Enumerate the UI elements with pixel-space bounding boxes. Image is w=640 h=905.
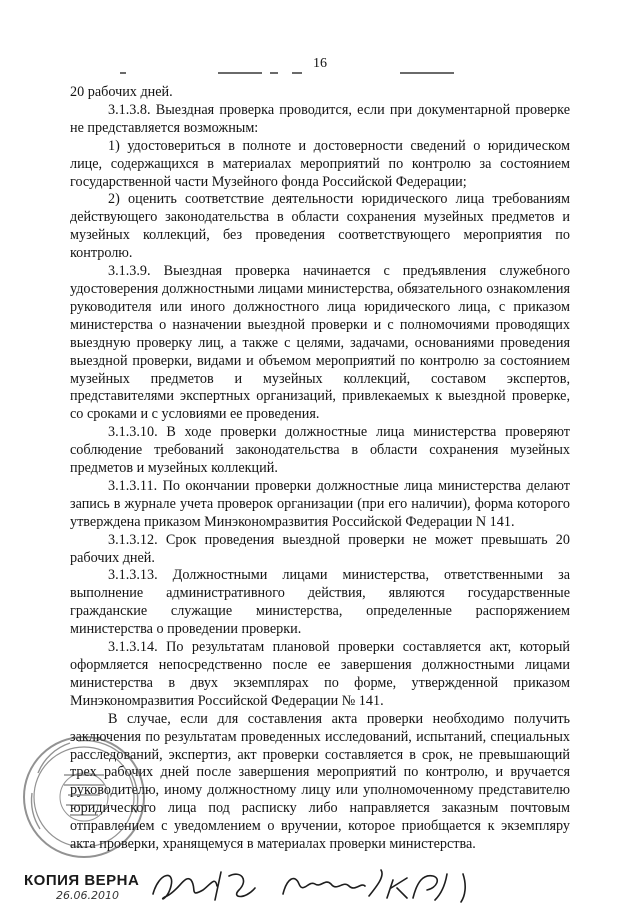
paragraph: 3.1.3.9. Выездная проверка начинается с предъявления служебного удостоверения должностными лицами министерства, обязательного ознакомления руководителя или иного должностного лица юридического лица, с приказом министерства о назначении выездной проверки и с полномочиями проводящих выездную проверку лиц, а также с целями, задачами, основаниями проведения выездной проверки, видами и объемом мероприятий по контролю за состоянием музейных предметов и музейных коллекций, составом экспертов, представителями экспертных организаций, привлекаемых к выездной проверке, со сроками и с условиями ее проведения. — [70, 263, 570, 423]
copy-date: 26.06.2010 — [56, 889, 119, 902]
paragraph: 3.1.3.13. Должностными лицами министерства, ответственными за выполнение административного действия, являются государственные гражданские служащие министерства, определенные распоряжением министерства о проведении проверки. — [70, 567, 570, 638]
paragraph: В случае, если для составления акта проверки необходимо получить заключения по результатам проведенных исследований, испытаний, специальных расследований, экспертиз, акт проверки составляется в срок, не превышающий трех рабочих дней после завершения мероприятий по контролю, и вручается руководителю, иному должностному лицу или уполномоченному представителю юридического лица под расписку либо направляется заказным почтовым отправлением с уведомлением о вручении, которое приобщается к экземпляру акта проверки, хранящемуся в материалах проверки министерства. — [70, 710, 570, 853]
paragraph: 3.1.3.12. Срок проведения выездной проверки не может превышать 20 рабочих дней. — [70, 531, 570, 566]
paragraph: 3.1.3.14. По результатам плановой проверки составляется акт, который оформляется непосредственно после ее завершения должностными лицами министерства в двух экземплярах по форме, утвержденной приказом Минэкономразвития Российской Федерации № 141. — [70, 639, 570, 709]
handwritten-signature — [145, 866, 505, 904]
paragraph: 20 рабочих дней. — [70, 84, 173, 100]
official-seal-stamp — [20, 733, 148, 861]
paragraph: 2) оценить соответствие деятельности юридического лица требованиям действующего законодательства в области сохранения музейных предметов и музейных коллекций, без проведения соответствующего мероприятия по контролю. — [70, 191, 570, 262]
paragraph: 3.1.3.10. В ходе проверки должностные лица министерства проверяют соблюдение требований законодательства в области сохранения музейных предметов и музейных коллекций. — [70, 424, 570, 477]
header-scan-marks — [110, 70, 480, 76]
paragraph: 3.1.3.8. Выездная проверка проводится, если при документарной проверке не представляется возможным: — [70, 101, 570, 136]
paragraph: 1) удостовериться в полноте и достоверности сведений о юридическом лице, содержащихся в материалах мероприятий по контролю за состоянием государственной части Музейного фонда Российской Федерации; — [70, 137, 570, 190]
page-number: 16 — [313, 56, 327, 71]
paragraph: 3.1.3.11. По окончании проверки должностные лица министерства делают запись в журнале учета проверок организации (при его наличии), форма которого утверждена приказом Минэкономразвития Российской Федерации N 141. — [70, 477, 570, 530]
copy-certified-mark: КОПИЯ ВЕРНА — [24, 872, 140, 889]
